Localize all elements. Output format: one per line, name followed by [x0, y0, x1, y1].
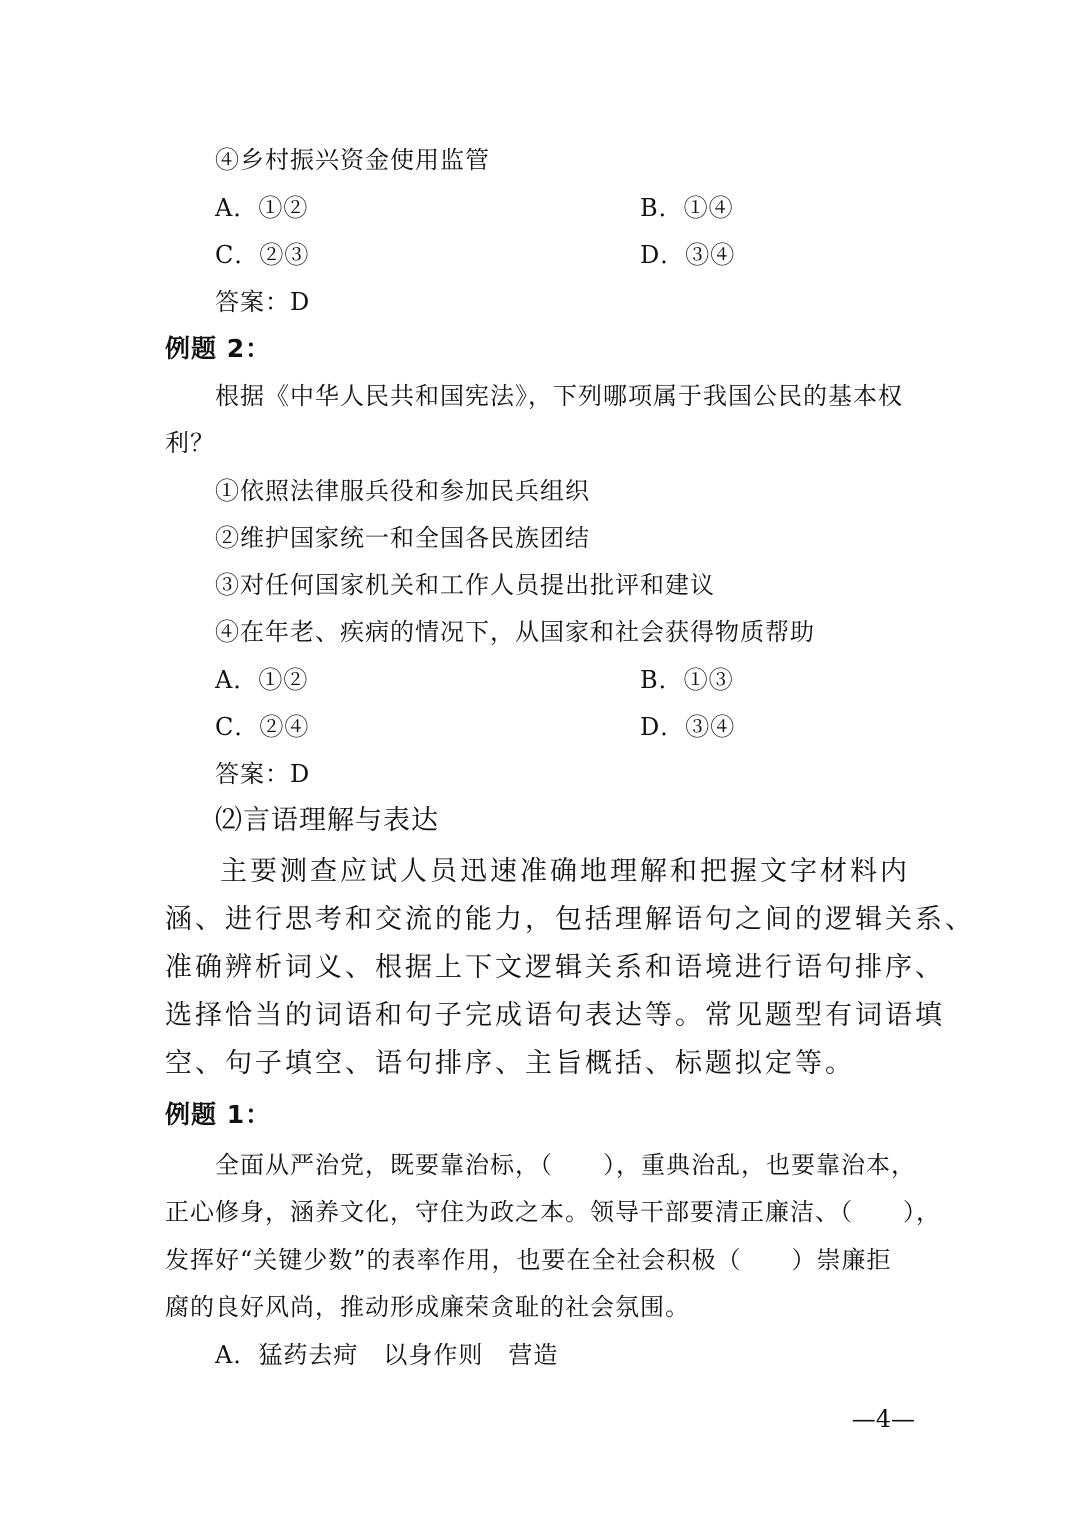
- section-title: ⑵言语理解与表达: [215, 805, 439, 836]
- option-4-text: ④乡村振兴资金使用监管: [215, 146, 490, 174]
- section-paragraph-line-1: 主要测查应试人员迅速准确地理解和把握文字材料内: [220, 856, 910, 887]
- choice-c: C．②③: [215, 241, 310, 269]
- example-2-question-line-1: 根据《中华人民共和国宪法》，下列哪项属于我国公民的基本权: [215, 382, 903, 410]
- choice-b: B．①④: [640, 194, 734, 222]
- section-paragraph-line-3: 准确辨析词义、根据上下文逻辑关系和语境进行语句排序、: [165, 952, 945, 983]
- example-1-question-line-3: 发挥好“关键少数”的表率作用，也要在全社会积极（ ）崇廉拒: [165, 1246, 892, 1274]
- example-2-option-3: ③对任何国家机关和工作人员提出批评和建议: [215, 571, 715, 599]
- example-2-question-line-2: 利？: [165, 429, 215, 457]
- example-2-option-2: ②维护国家统一和全国各民族团结: [215, 524, 590, 552]
- example-2-heading: 例题 2：: [165, 334, 272, 363]
- example-2-answer: 答案：D: [215, 760, 311, 788]
- example-2-choice-d: D．③④: [640, 713, 736, 741]
- example-2-choice-a: A．①②: [215, 666, 309, 694]
- page-number: —4—: [851, 1405, 915, 1433]
- example-1-question-line-2: 正心修身，涵养文化，守住为政之本。领导干部要清正廉洁、（ ），: [165, 1198, 941, 1226]
- example-1-choice-a: A．猛药去疴 以身作则 营造: [215, 1341, 559, 1369]
- example-1-question-line-1: 全面从严治党，既要靠治标，（ ），重典治乱，也要靠治本，: [215, 1151, 916, 1179]
- example-1-question-line-4: 腐的良好风尚，推动形成廉荣贪耻的社会氛围。: [165, 1293, 690, 1321]
- section-paragraph-line-5: 空、句子填空、语句排序、主旨概括、标题拟定等。: [165, 1048, 855, 1079]
- example-2-option-4: ④在年老、疾病的情况下，从国家和社会获得物质帮助: [215, 618, 815, 646]
- answer-text: 答案：D: [215, 288, 311, 316]
- example-1-heading: 例题 1：: [165, 1100, 272, 1129]
- example-2-option-1: ①依照法律服兵役和参加民兵组织: [215, 477, 590, 505]
- section-paragraph-line-4: 选择恰当的词语和句子完成语句表达等。常见题型有词语填: [165, 1000, 945, 1031]
- section-paragraph-line-2: 涵、进行思考和交流的能力，包括理解语句之间的逻辑关系、: [165, 904, 975, 935]
- choice-d: D．③④: [640, 241, 736, 269]
- example-2-choice-b: B．①③: [640, 666, 734, 694]
- example-2-choice-c: C．②④: [215, 713, 310, 741]
- choice-a: A．①②: [215, 194, 309, 222]
